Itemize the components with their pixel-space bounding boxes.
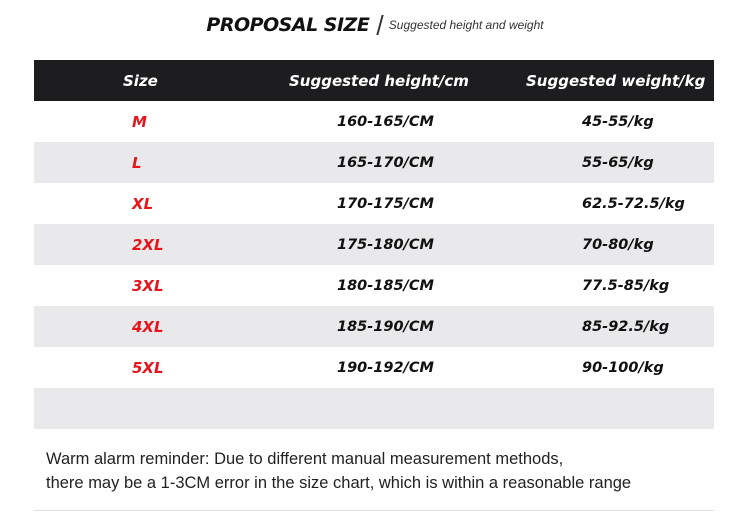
header-size: Size <box>123 71 158 90</box>
height-cell: 175-180/CM <box>337 236 434 253</box>
height-cell: 180-185/CM <box>337 277 434 294</box>
size-cell: 4XL <box>132 317 164 336</box>
size-cell: M <box>132 112 147 131</box>
height-cell: 190-192/CM <box>337 359 434 376</box>
page-title-row <box>0 10 750 40</box>
bottom-divider <box>34 510 714 511</box>
weight-cell: 55-65/kg <box>582 154 654 171</box>
page-subtitle: Suggested height and weight <box>388 18 544 32</box>
size-cell: 3XL <box>132 276 164 295</box>
height-cell: 165-170/CM <box>337 154 434 171</box>
weight-cell: 70-80/kg <box>582 236 654 253</box>
title-separator <box>377 15 384 35</box>
reminder-line-1: Warm alarm reminder: Due to different manual measurement methods, <box>46 450 564 468</box>
table-row <box>34 142 714 183</box>
size-table <box>34 60 714 429</box>
table-row <box>34 101 714 142</box>
table-row <box>34 224 714 265</box>
header-height: Suggested height/cm <box>289 71 469 90</box>
table-row <box>34 306 714 347</box>
size-cell: 2XL <box>132 235 164 254</box>
weight-cell: 77.5-85/kg <box>582 277 670 294</box>
reminder-note <box>46 447 726 495</box>
table-row <box>34 347 714 388</box>
weight-cell: 62.5-72.5/kg <box>582 195 685 212</box>
height-cell: 160-165/CM <box>337 113 434 130</box>
height-cell: 170-175/CM <box>337 195 434 212</box>
height-cell: 185-190/CM <box>337 318 434 335</box>
table-row-empty <box>34 388 714 429</box>
table-row <box>34 265 714 306</box>
header-weight: Suggested weight/kg <box>526 71 706 90</box>
table-row <box>34 183 714 224</box>
table-header <box>34 60 714 101</box>
reminder-line-2: there may be a 1-3CM error in the size chart, which is within a reasonable range <box>46 474 632 492</box>
weight-cell: 45-55/kg <box>582 113 654 130</box>
size-cell: 5XL <box>132 358 164 377</box>
page-title: PROPOSAL SIZE <box>206 14 370 36</box>
size-cell: L <box>132 153 142 172</box>
size-cell: XL <box>132 194 154 213</box>
weight-cell: 85-92.5/kg <box>582 318 670 335</box>
weight-cell: 90-100/kg <box>582 359 664 376</box>
